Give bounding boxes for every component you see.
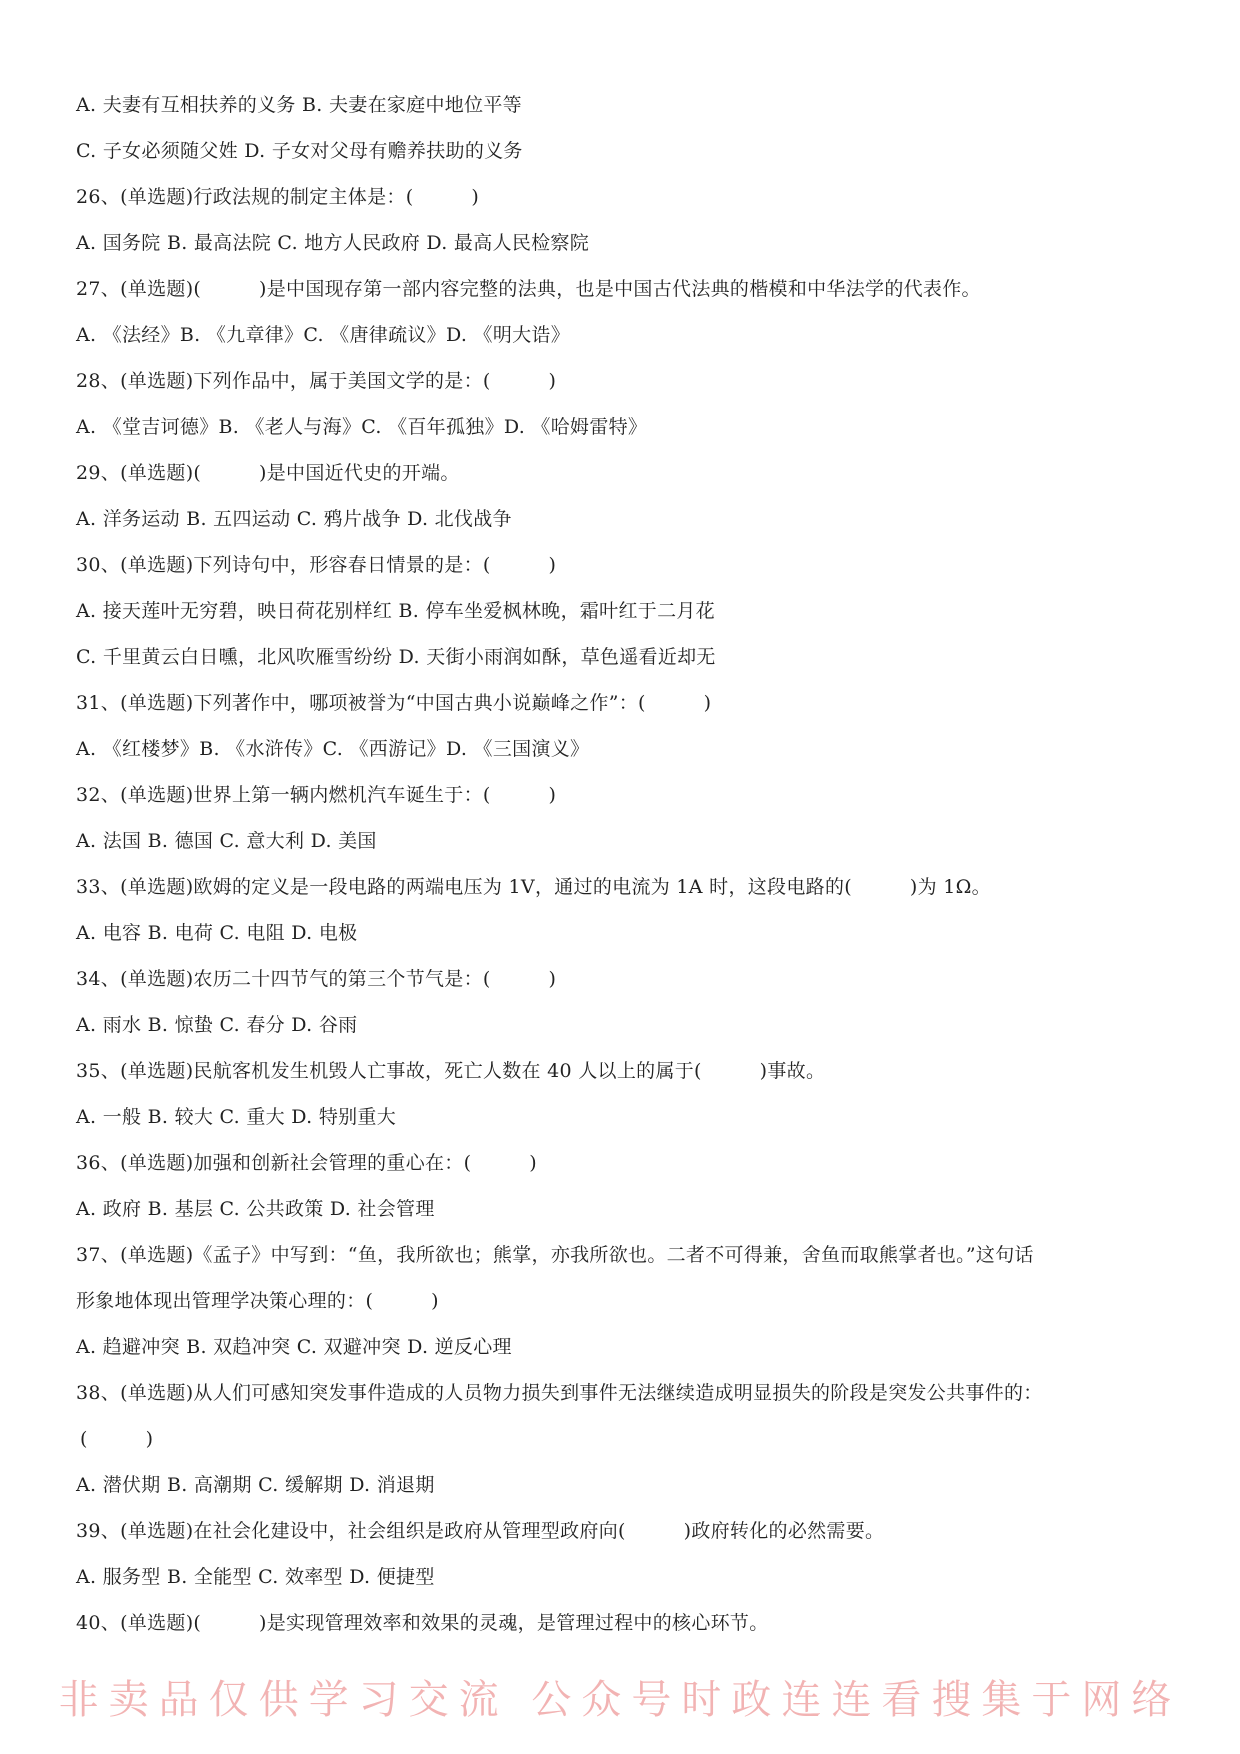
answer-options: A. 法国 B. 德国 C. 意大利 D. 美国 xyxy=(76,830,377,852)
answer-options: C. 子女必须随父姓 D. 子女对父母有赡养扶助的义务 xyxy=(76,140,523,162)
question-text: 27、(单选题)( )是中国现存第一部内容完整的法典，也是中国古代法典的楷模和中华法学的代表作。 xyxy=(76,278,981,300)
question-text: 34、(单选题)农历二十四节气的第三个节气是：( ) xyxy=(76,968,557,990)
answer-options: A. 雨水 B. 惊蛰 C. 春分 D. 谷雨 xyxy=(76,1014,358,1036)
question-text: 33、(单选题)欧姆的定义是一段电路的两端电压为 1V，通过的电流为 1A 时，这段电路的( )为 1Ω。 xyxy=(76,876,991,898)
answer-options: A. 服务型 B. 全能型 C. 效率型 D. 便捷型 xyxy=(76,1566,435,1588)
answer-options: A. 《法经》B. 《九章律》C. 《唐律疏议》D. 《明大诰》 xyxy=(76,324,571,346)
question-text: 31、(单选题)下列著作中，哪项被誉为“中国古典小说巅峰之作”：( ) xyxy=(76,692,712,714)
question-text: 38、(单选题)从人们可感知突发事件造成的人员物力损失到事件无法继续造成明显损失的阶段是突发公共事件的： xyxy=(76,1382,1043,1404)
question-text: 36、(单选题)加强和创新社会管理的重心在：( ) xyxy=(76,1152,537,1174)
question-text: 26、(单选题)行政法规的制定主体是：( ) xyxy=(76,186,480,208)
answer-options: A. 接天莲叶无穷碧，映日荷花别样红 B. 停车坐爱枫林晚，霜叶红于二月花 xyxy=(76,600,715,622)
question-text: 35、(单选题)民航客机发生机毁人亡事故，死亡人数在 40 人以上的属于( )事故。 xyxy=(76,1060,826,1082)
answer-options: A. 趋避冲突 B. 双趋冲突 C. 双避冲突 D. 逆反心理 xyxy=(76,1336,512,1358)
answer-options: A. 《红楼梦》B. 《水浒传》C. 《西游记》D. 《三国演义》 xyxy=(76,738,590,760)
question-text: 29、(单选题)( )是中国近代史的开端。 xyxy=(76,462,460,484)
question-text: 39、(单选题)在社会化建设中，社会组织是政府从管理型政府向( )政府转化的必然需要。 xyxy=(76,1520,885,1542)
answer-options: A. 政府 B. 基层 C. 公共政策 D. 社会管理 xyxy=(76,1198,435,1220)
question-text: 40、(单选题)( )是实现管理效率和效果的灵魂，是管理过程中的核心环节。 xyxy=(76,1612,769,1634)
question-text: 28、(单选题)下列作品中，属于美国文学的是：( ) xyxy=(76,370,557,392)
answer-options: A. 电容 B. 电荷 C. 电阻 D. 电极 xyxy=(76,922,358,944)
answer-options: A. 国务院 B. 最高法院 C. 地方人民政府 D. 最高人民检察院 xyxy=(76,232,590,254)
document-body xyxy=(76,92,1186,1656)
question-text: 37、(单选题)《孟子》中写到：“鱼，我所欲也；熊掌，亦我所欲也。二者不可得兼，舍鱼而取熊掌者也。”这句话 xyxy=(76,1244,1034,1266)
question-text-continued: ( ) xyxy=(80,1428,154,1450)
watermark: 非卖品仅供学习交流 公众号时政连连看搜集于网络 xyxy=(58,1677,1182,1723)
answer-options: A. 洋务运动 B. 五四运动 C. 鸦片战争 D. 北伐战争 xyxy=(76,508,512,530)
question-text-continued: 形象地体现出管理学决策心理的：( ) xyxy=(76,1290,439,1312)
answer-options: A. 夫妻有互相扶养的义务 B. 夫妻在家庭中地位平等 xyxy=(76,94,522,116)
question-text: 32、(单选题)世界上第一辆内燃机汽车诞生于：( ) xyxy=(76,784,557,806)
answer-options: A. 一般 B. 较大 C. 重大 D. 特别重大 xyxy=(76,1106,397,1128)
answer-options: A. 《堂吉诃德》B. 《老人与海》C. 《百年孤独》D. 《哈姆雷特》 xyxy=(76,416,648,438)
answer-options: A. 潜伏期 B. 高潮期 C. 缓解期 D. 消退期 xyxy=(76,1474,435,1496)
question-text: 30、(单选题)下列诗句中，形容春日情景的是：( ) xyxy=(76,554,557,576)
answer-options: C. 千里黄云白日曛，北风吹雁雪纷纷 D. 天街小雨润如酥，草色遥看近却无 xyxy=(76,646,716,668)
